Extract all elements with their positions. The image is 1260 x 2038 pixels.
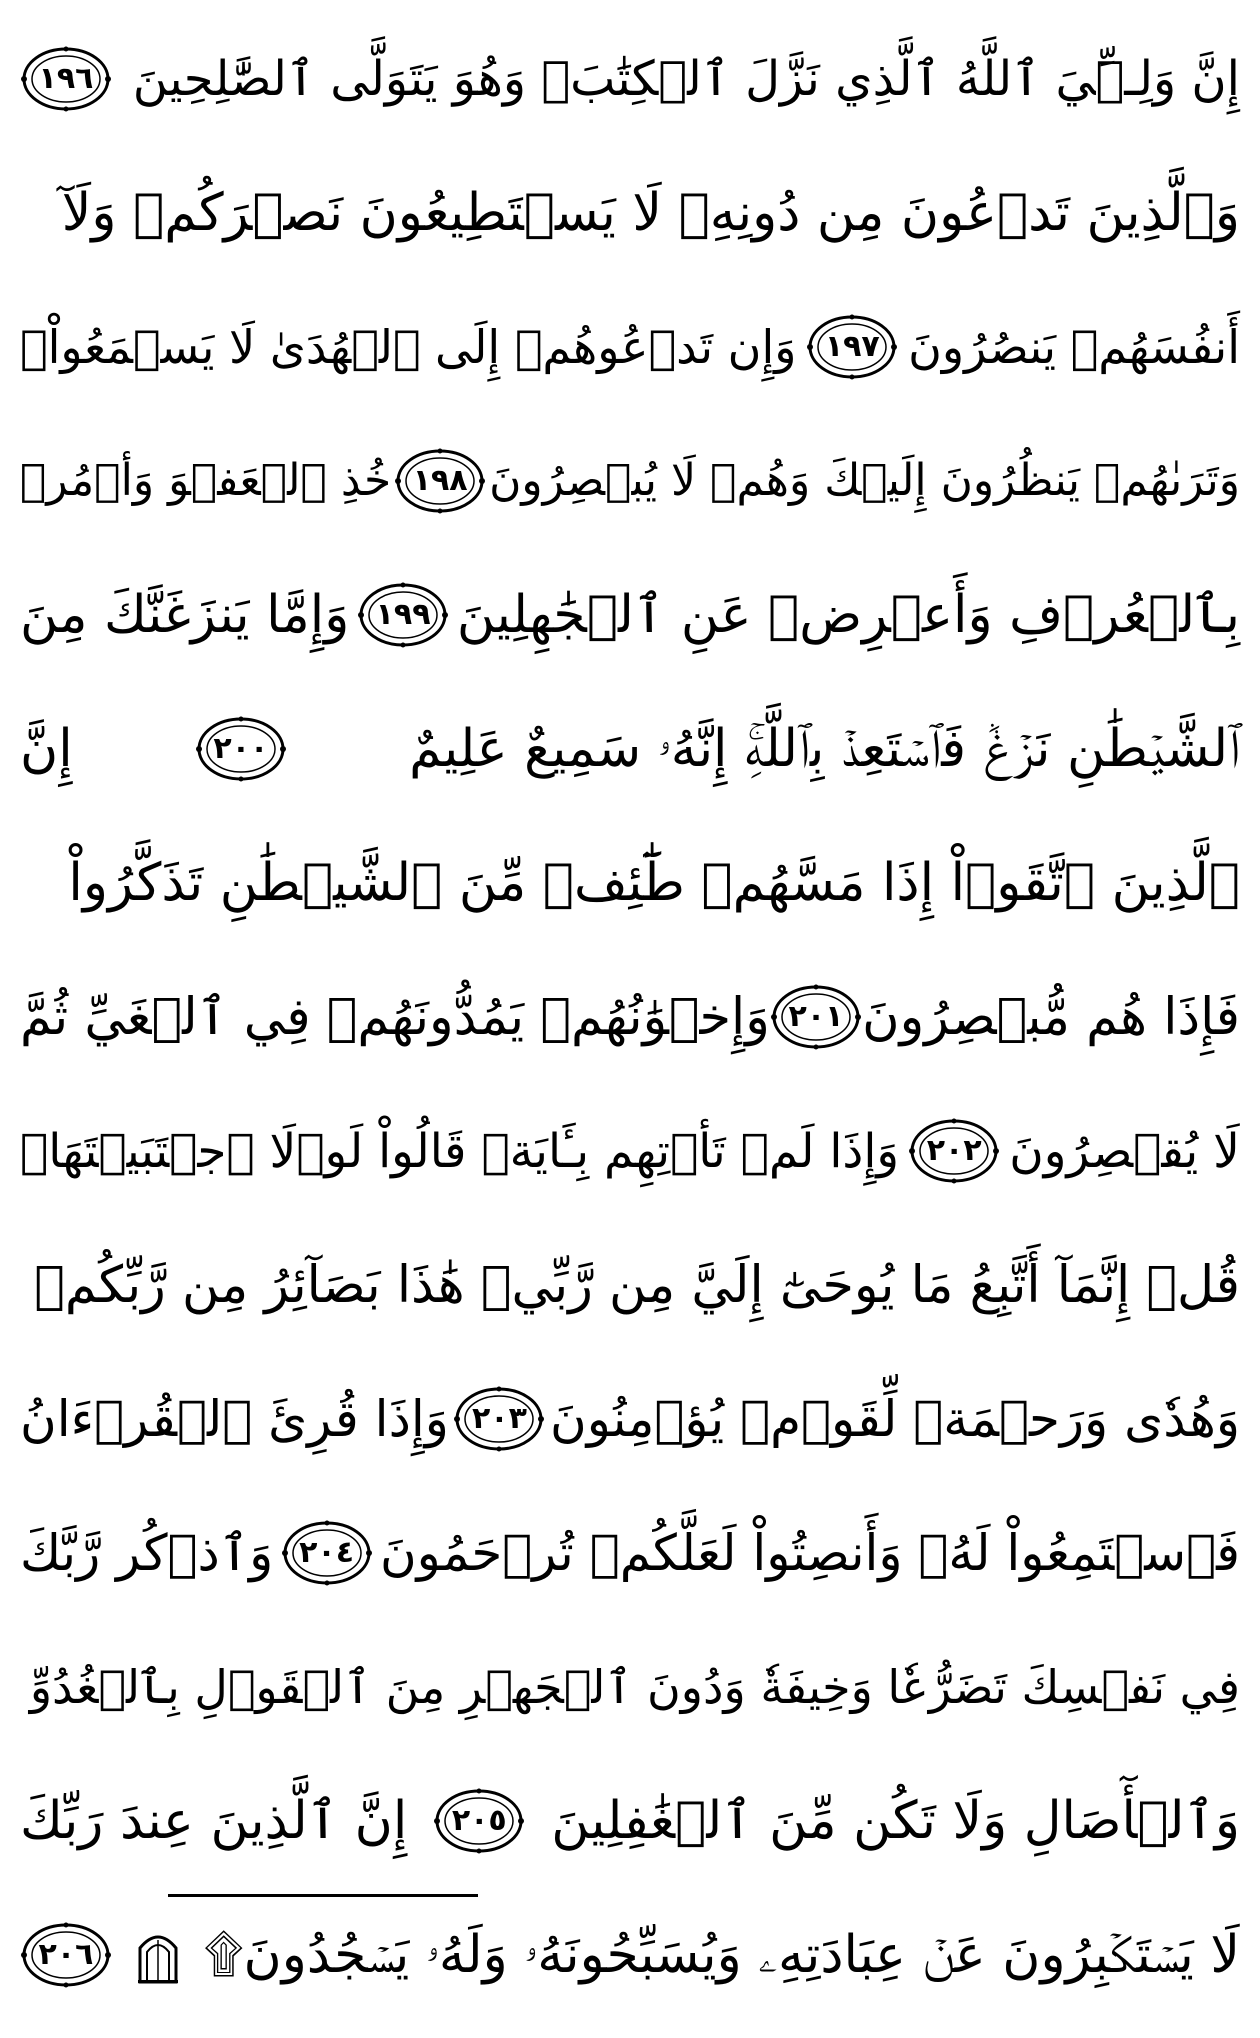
verse-text: إِنَّ: [20, 719, 73, 779]
sajdah-mihrab-icon: [136, 1926, 180, 1984]
text-line-9: [20, 1084, 1240, 1218]
ayah-end-marker: [20, 1920, 112, 1990]
ayah-end-marker: [281, 1518, 373, 1588]
verse-text: وَإِمَّا يَنزَغَنَّكَ مِنَ: [20, 585, 350, 645]
ayah-end-marker: [453, 1384, 545, 1454]
ayah-number: ٢٠٣: [471, 1401, 527, 1436]
verse-text: وَإِخۡوَٰنُهُمۡ يَمُدُّونَهُمۡ فِي ٱلۡغَيِّ ثُمَّ: [20, 987, 770, 1047]
ayah-number: ٢٠١: [788, 999, 844, 1034]
verse-text: خُذِ ٱلۡعَفۡوَ وَأۡمُرۡ: [20, 455, 392, 506]
verse-text: وَإِذَا قُرِئَ ٱلۡقُرۡءَانُ: [20, 1390, 449, 1448]
verse-text: لَا يُقۡصِرُونَ: [1009, 1123, 1240, 1179]
text-line-3: [20, 280, 1240, 414]
ayah-end-marker: [908, 1116, 1000, 1186]
ayah-number: ٢٠٠: [213, 731, 269, 766]
text-line-6: [20, 682, 1240, 816]
verse-text: وَٱلۡأٓصَالِ وَلَا تَكُن مِّنَ ٱلۡغَٰفِلِينَ: [551, 1791, 1240, 1851]
ayah-number: ٢٠٦: [38, 1937, 94, 1972]
ayah-end-marker: [394, 446, 486, 516]
ayah-number: ١٩٨: [412, 463, 468, 498]
text-line-8: [20, 950, 1240, 1084]
text-line-14: [20, 1754, 1240, 1888]
verse-text: وَٱلَّذِينَ تَدۡعُونَ مِن دُونِهِۦ لَا يَسۡتَطِيعُونَ نَصۡرَكُمۡ وَلَآ: [61, 183, 1240, 243]
text-line-4: [20, 414, 1240, 548]
verse-text: فَٱسۡتَمِعُواْ لَهُۥ وَأَنصِتُواْ لَعَلَّكُمۡ تُرۡحَمُونَ: [379, 1524, 1240, 1582]
text-line-10: [20, 1218, 1240, 1352]
ayah-number: ٢٠٢: [926, 1133, 982, 1168]
verse-text: إِنَّ وَلِـِّۧيَ ٱللَّهُ ٱلَّذِي نَزَّلَ ٱلۡكِتَٰبَۖ وَهُوَ يَتَوَلَّى ٱلصَّٰلِحِينَ: [132, 51, 1240, 107]
ayah-end-marker: [806, 312, 898, 382]
ayah-number: ١٩٩: [375, 597, 431, 632]
ayah-number: ١٩٦: [38, 61, 94, 96]
verse-text: وَإِن تَدۡعُوهُمۡ إِلَى ٱلۡهُدَىٰ لَا يَسۡمَعُواْۖ: [20, 320, 797, 374]
verse-text: قُلۡ إِنَّمَآ أَتَّبِعُ مَا يُوحَىٰٓ إِلَيَّ مِن رَّبِّيۚ هَٰذَا بَصَآئِرُ مِن رَّبِّكُمۡ: [34, 1255, 1240, 1315]
ayah-end-marker: [433, 1786, 525, 1856]
verse-text: أَنفُسَهُمۡ يَنصُرُونَ: [908, 320, 1240, 374]
verse-text: فِي نَفۡسِكَ تَضَرُّعٗا وَخِيفَةٗ وَدُونَ ٱلۡجَهۡرِ مِنَ ٱلۡقَوۡلِ بِٱلۡغُدُوِّ: [29, 1660, 1240, 1714]
verse-text: فَإِذَا هُم مُّبۡصِرُونَ: [862, 987, 1240, 1047]
verse-text: إِنَّ ٱلَّذِينَ عِندَ رَبِّكَ: [20, 1791, 408, 1851]
verse-text: وَٱذۡكُر رَّبَّكَ: [20, 1524, 274, 1582]
verse-text: وَتَرَىٰهُمۡ يَنظُرُونَ إِلَيۡكَ وَهُمۡ لَا يُبۡصِرُونَ: [489, 455, 1240, 506]
ayah-number: ١٩٧: [824, 329, 880, 364]
text-line-13: [20, 1620, 1240, 1754]
verse-text: لَا يَسۡتَكۡبِرُونَ عَنۡ عِبَادَتِهِۦ وَيُسَبِّحُونَهُۥ وَلَهُۥ يَسۡجُدُونَ۩: [203, 1925, 1240, 1985]
verse-text: وَهُدٗى وَرَحۡمَةٞ لِّقَوۡمٖ يُؤۡمِنُونَ: [550, 1390, 1240, 1448]
verse-text: بِٱلۡعُرۡفِ وَأَعۡرِضۡ عَنِ ٱلۡجَٰهِلِينَ: [456, 585, 1240, 645]
ayah-end-marker: [357, 580, 449, 650]
verse-text: ٱلشَّيۡطَٰنِ نَزۡغٞ فَٱسۡتَعِذۡ بِٱللَّهِۚ إِنَّهُۥ سَمِيعٌ عَلِيمٌ: [409, 719, 1240, 779]
text-line-11: [20, 1352, 1240, 1486]
text-line-2: [20, 146, 1240, 280]
text-line-1: [20, 12, 1240, 146]
ayah-end-marker: [20, 44, 112, 114]
sajdah-overline: [168, 1894, 478, 1897]
ayah-end-marker: [770, 982, 862, 1052]
ayah-number: ٢٠٥: [451, 1803, 507, 1838]
verse-text: وَإِذَا لَمۡ تَأۡتِهِم بِـَٔايَةٖ قَالُواْ لَوۡلَا ٱجۡتَبَيۡتَهَاۚ: [20, 1123, 900, 1179]
mushaf-page: [20, 12, 1240, 2022]
ayah-number: ٢٠٤: [299, 1535, 355, 1570]
text-line-7: [20, 816, 1240, 950]
text-line-15: [20, 1888, 1240, 2022]
ayah-end-marker: [195, 714, 287, 784]
text-line-12: [20, 1486, 1240, 1620]
verse-text: ٱلَّذِينَ ٱتَّقَوۡاْ إِذَا مَسَّهُمۡ طَٰٓئِفٞ مِّنَ ٱلشَّيۡطَٰنِ تَذَكَّرُواْ: [68, 853, 1240, 913]
text-line-5: [20, 548, 1240, 682]
